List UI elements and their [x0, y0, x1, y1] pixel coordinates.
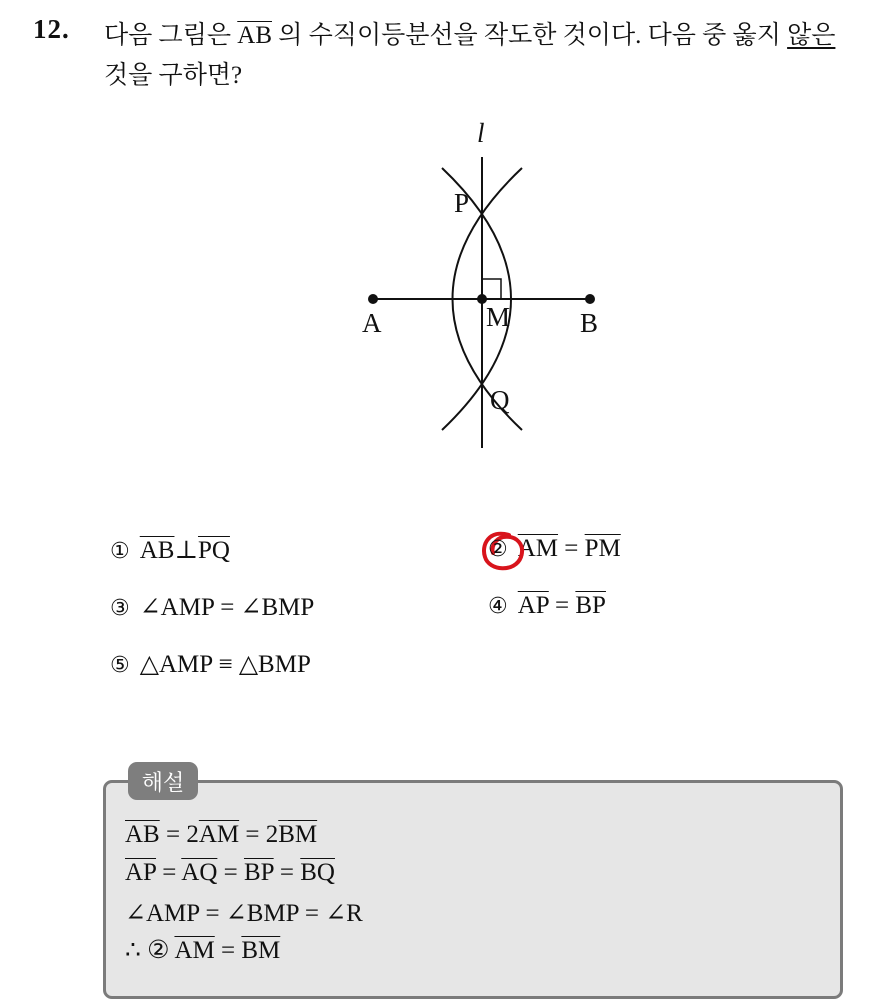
- operator: =: [548, 592, 576, 619]
- choice-4: [488, 592, 606, 620]
- segment: $\overline{PM}$: [584, 535, 621, 562]
- question-text-line1: [104, 15, 835, 51]
- operator: =: [217, 859, 244, 886]
- label-b: B: [580, 308, 599, 338]
- solution-line-2: [125, 859, 335, 887]
- label-q: Q: [490, 385, 510, 415]
- construction-figure: [340, 112, 620, 457]
- segment: $\overline{BQ}$: [300, 859, 335, 886]
- choice-5: [110, 649, 311, 679]
- segment: $\overline{AP}$: [517, 592, 549, 619]
- operator: ⊥: [174, 537, 198, 564]
- solution-tag: 해설: [128, 762, 198, 800]
- segment: $\overline{BP}$: [243, 859, 274, 886]
- point-b: [585, 294, 595, 304]
- segment: $\overline{BM}$: [278, 821, 318, 848]
- segment: $\overline{AM}$: [517, 535, 559, 562]
- choice-text: △AMP ≡ △BMP: [139, 651, 311, 678]
- choice-3: [110, 592, 314, 622]
- label-l: l: [477, 118, 485, 148]
- question-text-pre: 다음 그림은: [104, 22, 238, 49]
- point-a: [368, 294, 378, 304]
- segment: $\overline{AB}$: [125, 821, 160, 848]
- label-a: A: [362, 308, 382, 338]
- label-m: M: [486, 302, 511, 332]
- choice-number: ⑤: [110, 653, 130, 678]
- construction-svg: [340, 112, 620, 457]
- operator: =: [156, 859, 182, 886]
- segment: $\overline{PQ}$: [197, 537, 230, 564]
- choice-number: ③: [110, 596, 130, 621]
- choice-number: ②: [488, 537, 508, 562]
- choice-1: [110, 535, 230, 565]
- solution-line-1: [125, 821, 317, 849]
- segment: $\overline{AB}$: [139, 537, 175, 564]
- segment: $\overline{BM}$: [241, 937, 281, 964]
- solution-line-4: [125, 935, 280, 965]
- emphasis-not: 않은: [787, 22, 836, 49]
- choice-number: ①: [110, 539, 130, 564]
- choice-number: ④: [488, 594, 508, 619]
- operator: =: [273, 859, 301, 886]
- answer-circle-wrap: [488, 535, 518, 563]
- segment: $\overline{AP}$: [125, 859, 157, 886]
- segment-ab: $\overline{AB}$: [237, 22, 272, 49]
- segment: $\overline{AQ}$: [181, 859, 218, 886]
- question-text-line2: 것을 구하면?: [104, 62, 243, 89]
- solution-line-3: ∠AMP = ∠BMP = ∠R: [125, 900, 363, 927]
- operator: = 2: [159, 821, 199, 848]
- solution-box: [103, 780, 843, 999]
- operator: =: [558, 535, 585, 562]
- operator: = 2: [239, 821, 279, 848]
- segment: $\overline{AM}$: [198, 821, 240, 848]
- segment: $\overline{BP}$: [575, 592, 606, 619]
- question-number: 12.: [33, 14, 70, 44]
- choice-text: ∠AMP = ∠BMP: [139, 594, 315, 621]
- question-text-post: 의 수직이등분선을 작도한 것이다. 다음 중 옳지: [272, 22, 788, 49]
- segment: $\overline{AM}$: [174, 937, 215, 964]
- label-p: P: [454, 188, 470, 218]
- therefore-prefix: ∴ ②: [125, 937, 175, 964]
- choice-2: [488, 535, 621, 563]
- operator: =: [214, 937, 242, 964]
